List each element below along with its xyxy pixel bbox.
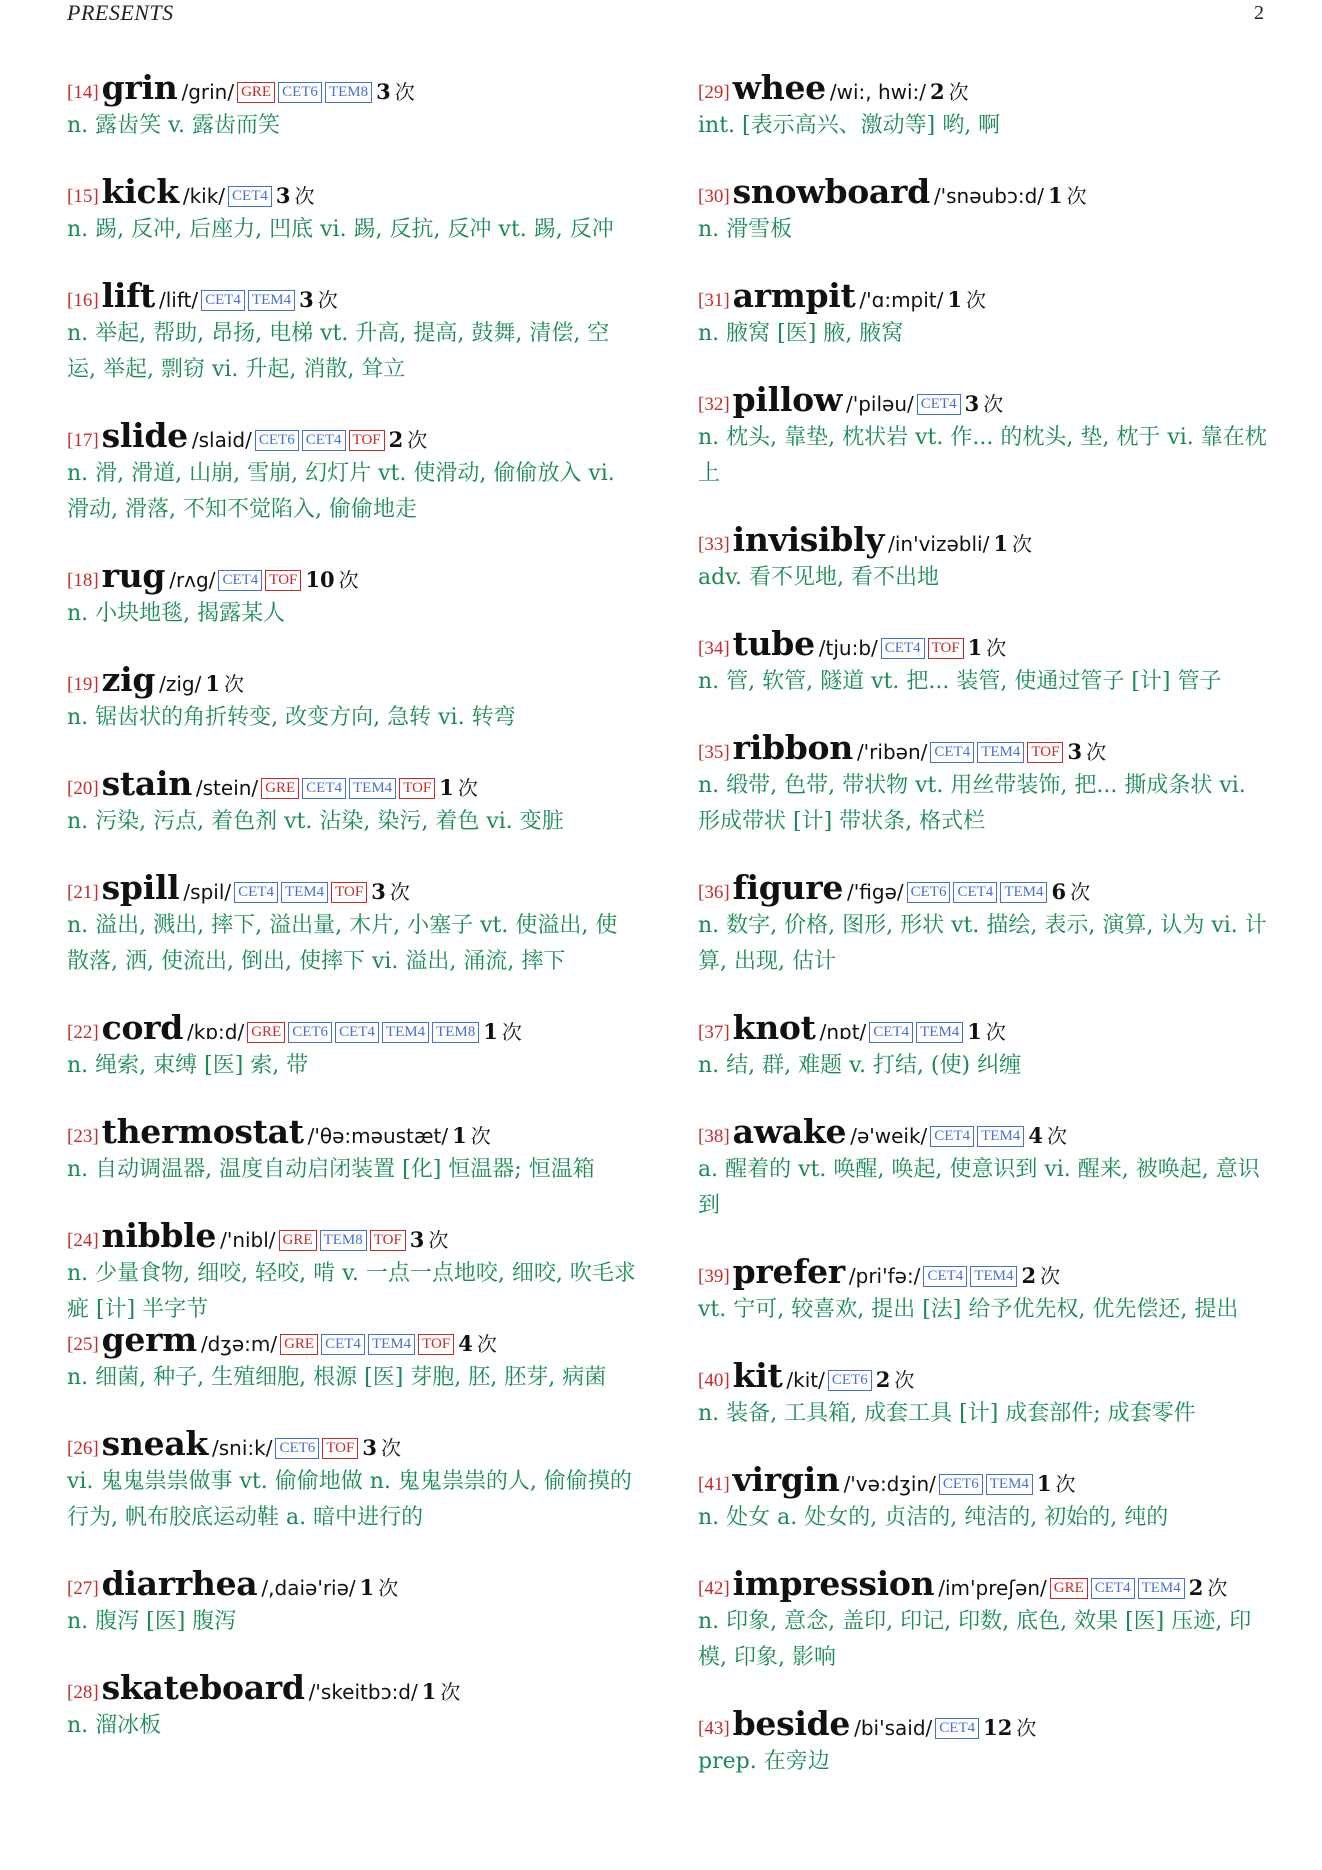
vocab-entry [698,870,1268,980]
headword: kick [101,172,179,211]
definition: n. 枕头, 靠垫, 枕状岩 vt. 作... 的枕头, 垫, 枕于 vi. 靠在枕上 [698,425,1267,486]
phonetic: /stein/ [195,776,259,800]
headword: zig [101,660,156,699]
headword: tube [732,624,815,663]
vocab-entry [698,278,1268,352]
vocab-entry [67,70,637,144]
occurrence-unit: 次 [223,672,244,696]
exam-tag-cet4: CET4 [953,882,997,903]
entry-headline [67,1218,637,1254]
entry-headline [698,1706,1268,1742]
phonetic: /'piləu/ [845,392,914,416]
phonetic: /wi:, hwi:/ [829,80,927,104]
entry-number: [35] [698,742,730,763]
entry-number: [40] [698,1370,730,1391]
headword: skateboard [101,1668,305,1707]
exam-tag-cet6: CET6 [275,1438,319,1459]
occurrence-unit: 次 [1086,740,1107,764]
vocab-entry [698,522,1268,596]
headword: prefer [732,1252,845,1291]
phonetic: /kɒ:d/ [187,1020,245,1044]
entry-headline [67,558,637,594]
vocab-entry [698,70,1268,144]
exam-tag-cet4: CET4 [302,430,346,451]
vocab-entry [67,418,637,528]
occurrence-unit: 次 [294,184,315,208]
headword: nibble [101,1216,217,1255]
occurrence-count: 1 [483,1019,498,1044]
entry-headline [67,766,637,802]
exam-tag-tof: TOF [1027,742,1063,763]
occurrence-unit: 次 [317,288,338,312]
occurrence-count: 4 [458,1331,473,1356]
vocab-entry [67,558,637,632]
phonetic: /grin/ [181,80,235,104]
definition: n. 装备, 工具箱, 成套工具 [计] 成套部件; 成套零件 [698,1401,1196,1426]
entry-number: [39] [698,1266,730,1287]
occurrence-unit: 次 [983,392,1004,416]
occurrence-count: 1 [359,1575,375,1600]
entry-number: [43] [698,1718,730,1739]
phonetic: /bi'said/ [854,1716,933,1740]
entry-number: [15] [67,186,99,207]
occurrence-count: 4 [1028,1123,1043,1148]
headword: pillow [732,380,842,419]
exam-tag-tem4: TEM4 [986,1474,1033,1495]
definition: n. 腹泻 [医] 腹泻 [67,1609,237,1634]
headword: thermostat [101,1112,304,1151]
occurrence-unit: 次 [894,1368,915,1392]
definition: adv. 看不见地, 看不出地 [698,565,939,590]
occurrence-unit: 次 [1046,1124,1067,1148]
phonetic: /rʌg/ [169,568,216,592]
entry-number: [38] [698,1126,730,1147]
headword: slide [101,416,188,455]
occurrence-unit: 次 [1066,184,1087,208]
occurrence-unit: 次 [476,1332,497,1356]
vocab-entry [698,1358,1268,1432]
vocab-entry [67,1114,637,1188]
occurrence-unit: 次 [380,1436,401,1460]
phonetic: /in'vizəbli/ [888,532,990,556]
entry-number: [29] [698,82,730,103]
definition: n. 污染, 污点, 着色剂 vt. 沾染, 染污, 着色 vi. 变脏 [67,809,564,834]
occurrence-unit: 次 [501,1020,522,1044]
headword: whee [732,68,826,107]
exam-tag-tof: TOF [265,570,301,591]
entry-number: [24] [67,1230,99,1251]
occurrence-count: 10 [305,567,335,592]
occurrence-unit: 次 [986,636,1007,660]
exam-tag-cet4: CET4 [228,186,272,207]
exam-tag-tof: TOF [928,638,964,659]
phonetic: /im'preʃən/ [938,1576,1047,1600]
entry-number: [19] [67,674,99,695]
entry-headline [67,174,637,210]
entry-headline [698,70,1268,106]
vocab-entry [67,662,637,736]
definition: vt. 宁可, 较喜欢, 提出 [法] 给予优先权, 优先偿还, 提出 [698,1297,1239,1322]
vocab-entry [698,1010,1268,1084]
phonetic: /'ribən/ [856,740,928,764]
definition: int. [表示高兴、激动等] 哟, 啊 [698,113,1001,138]
vocab-entry [698,1566,1268,1676]
occurrence-count: 1 [993,531,1008,556]
occurrence-unit: 次 [966,288,987,312]
definition: vi. 鬼鬼祟祟做事 vt. 偷偷地做 n. 鬼鬼祟祟的人, 偷偷摸的行为, 帆布胶底运动鞋 a. 暗中进行的 [67,1469,632,1530]
entry-number: [34] [698,638,730,659]
phonetic: /kik/ [182,184,226,208]
exam-tag-cet4: CET4 [321,1334,365,1355]
occurrence-unit: 次 [389,880,410,904]
definition: n. 踢, 反冲, 后座力, 凹底 vi. 踢, 反抗, 反冲 vt. 踢, 反冲 [67,217,614,242]
entry-headline [67,418,637,454]
entry-headline [67,70,637,106]
occurrence-count: 2 [1021,1263,1037,1288]
page-number: 2 [1254,2,1264,24]
exam-tag-tem4: TEM4 [349,778,396,799]
occurrence-count: 3 [371,879,386,904]
exam-tag-cet6: CET6 [907,882,951,903]
exam-tag-cet4: CET4 [1091,1578,1135,1599]
headword: beside [732,1704,851,1743]
exam-tag-cet6: CET6 [255,430,299,451]
exam-tag-cet4: CET4 [335,1022,379,1043]
exam-tag-tof: TOF [399,778,435,799]
occurrence-unit: 次 [1055,1472,1076,1496]
exam-tag-tem4: TEM4 [248,290,295,311]
entry-headline [698,278,1268,314]
entry-headline [67,1114,637,1150]
phonetic: /'skeitbɔ:d/ [308,1680,418,1704]
occurrence-count: 2 [875,1367,891,1392]
entry-number: [27] [67,1578,99,1599]
occurrence-count: 1 [947,287,963,312]
entry-number: [21] [67,882,99,903]
definition: n. 滑雪板 [698,217,793,242]
phonetic: /'ɑ:mpit/ [859,288,944,312]
definition: a. 醒着的 vt. 唤醒, 唤起, 使意识到 vi. 醒来, 被唤起, 意识到 [698,1157,1260,1218]
occurrence-count: 1 [1048,183,1063,208]
exam-tag-tof: TOF [349,430,385,451]
headword: kit [732,1356,783,1395]
entry-number: [17] [67,430,99,451]
exam-tag-tem4: TEM4 [382,1022,429,1043]
occurrence-count: 2 [388,427,404,452]
vocab-entry [698,730,1268,840]
exam-tag-cet6: CET6 [828,1370,872,1391]
exam-tag-cet4: CET4 [881,638,925,659]
headword: snowboard [732,172,930,211]
headword: diarrhea [101,1564,258,1603]
definition: n. 腋窝 [医] 腋, 腋窝 [698,321,904,346]
occurrence-count: 2 [1188,1575,1204,1600]
headword: impression [732,1564,935,1603]
definition: n. 锯齿状的角折转变, 改变方向, 急转 vi. 转弯 [67,705,516,730]
entry-headline [698,1462,1268,1498]
headword: cord [101,1008,184,1047]
vocab-entry [67,1218,637,1328]
phonetic: /,daiə'riə/ [261,1576,356,1600]
definition: n. 自动调温器, 温度自动启闭装置 [化] 恒温器; 恒温箱 [67,1157,595,1182]
entry-headline [67,1010,637,1046]
entry-headline [698,730,1268,766]
entry-headline [698,870,1268,906]
vocab-entry [698,1114,1268,1224]
vocab-entry [67,1566,637,1640]
occurrence-count: 3 [409,1227,425,1252]
definition: prep. 在旁边 [698,1749,830,1774]
phonetic: /'və:dʒin/ [843,1472,936,1496]
occurrence-count: 1 [452,1123,467,1148]
occurrence-unit: 次 [457,776,478,800]
exam-tag-tem4: TEM4 [916,1022,963,1043]
entry-number: [36] [698,882,730,903]
exam-tag-tof: TOF [331,882,367,903]
header-title: PRESENTS [67,0,174,25]
entry-headline [67,1566,637,1602]
occurrence-unit: 次 [470,1124,491,1148]
entry-number: [23] [67,1126,99,1147]
exam-tag-cet6: CET6 [278,82,322,103]
entry-number: [41] [698,1474,730,1495]
occurrence-unit: 次 [428,1228,449,1252]
phonetic: /dʒə:m/ [200,1332,278,1356]
exam-tag-cet4: CET4 [302,778,346,799]
phonetic: /tju:b/ [818,636,878,660]
occurrence-count: 3 [275,183,291,208]
occurrence-unit: 次 [338,568,359,592]
phonetic: /kit/ [786,1368,825,1392]
occurrence-unit: 次 [1070,880,1091,904]
entry-number: [18] [67,570,99,591]
exam-tag-tof: TOF [322,1438,358,1459]
vocab-entry [698,626,1268,700]
headword: lift [101,276,155,315]
entry-headline [698,522,1268,558]
definition: n. 溜冰板 [67,1713,162,1738]
exam-tag-tem4: TEM4 [281,882,328,903]
headword: grin [101,68,178,107]
exam-tag-tem4: TEM4 [1138,1578,1185,1599]
entry-number: [25] [67,1334,99,1355]
exam-tag-cet4: CET4 [930,1126,974,1147]
definition: n. 结, 群, 难题 v. 打结, (使) 纠缠 [698,1053,1022,1078]
exam-tag-cet4: CET4 [923,1266,967,1287]
occurrence-count: 1 [967,1019,982,1044]
occurrence-count: 1 [967,635,983,660]
exam-tag-cet6: CET6 [288,1022,332,1043]
occurrence-unit: 次 [1011,532,1032,556]
entry-headline [698,382,1268,418]
occurrence-count: 3 [299,287,314,312]
entry-headline [698,1358,1268,1394]
vocab-entry [67,1670,637,1744]
vocab-entry [67,1322,637,1396]
vocab-entry [67,174,637,248]
occurrence-unit: 次 [440,1680,461,1704]
vocab-entry [698,1706,1268,1780]
phonetic: /ə'weik/ [850,1124,928,1148]
exam-tag-cet4: CET4 [930,742,974,763]
exam-tag-gre: GRE [247,1022,285,1043]
phonetic: /'θə:məustæt/ [307,1124,449,1148]
vocab-entry [67,766,637,840]
phonetic: /lift/ [158,288,199,312]
entry-headline [67,1322,637,1358]
exam-tag-cet6: CET6 [939,1474,983,1495]
definition: n. 小块地毯, 揭露某人 [67,601,286,626]
entry-number: [14] [67,82,99,103]
exam-tag-gre: GRE [237,82,275,103]
entry-headline [67,278,637,314]
entry-headline [67,1426,637,1462]
exam-tag-tem4: TEM4 [977,742,1024,763]
exam-tag-gre: GRE [1050,1578,1088,1599]
occurrence-unit: 次 [1207,1576,1228,1600]
exam-tag-cet4: CET4 [917,394,961,415]
entry-headline [698,1114,1268,1150]
phonetic: /'figə/ [847,880,904,904]
occurrence-count: 1 [205,671,220,696]
vocab-entry [67,278,637,388]
headword: sneak [101,1424,208,1463]
headword: ribbon [732,728,853,767]
definition: n. 缎带, 色带, 带状物 vt. 用丝带装饰, 把... 撕成条状 vi. 形成带状 [计] 带状条, 格式栏 [698,773,1246,834]
exam-tag-cet4: CET4 [218,570,262,591]
phonetic: /spil/ [183,880,232,904]
exam-tag-cet4: CET4 [869,1022,913,1043]
definition: n. 溢出, 溅出, 摔下, 溢出量, 木片, 小塞子 vt. 使溢出, 使散落, 洒, 使流出, 倒出, 使摔下 vi. 溢出, 涌流, 摔下 [67,913,618,974]
definition: n. 露齿笑 v. 露齿而笑 [67,113,280,138]
exam-tag-tof: TOF [418,1334,454,1355]
vocab-entry [698,1254,1268,1328]
phonetic: /slaid/ [191,428,252,452]
headword: awake [732,1112,847,1151]
exam-tag-cet4: CET4 [935,1718,979,1739]
definition: n. 管, 软管, 隧道 vt. 把... 装管, 使通过管子 [计] 管子 [698,669,1222,694]
phonetic: /zig/ [159,672,202,696]
headword: armpit [732,276,856,315]
headword: figure [732,868,844,907]
occurrence-count: 3 [964,391,980,416]
entry-number: [31] [698,290,730,311]
occurrence-unit: 次 [1040,1264,1061,1288]
entry-headline [67,870,637,906]
phonetic: /pri'fə:/ [848,1264,921,1288]
exam-tag-tem4: TEM4 [368,1334,415,1355]
exam-tag-cet4: CET4 [234,882,278,903]
vocab-entry [698,1462,1268,1536]
entry-number: [30] [698,186,730,207]
definition: n. 少量食物, 细咬, 轻咬, 啃 v. 一点一点地咬, 细咬, 吹毛求疵 [计] 半字节 [67,1261,636,1322]
exam-tag-tof: TOF [370,1230,406,1251]
entry-headline [698,1010,1268,1046]
occurrence-unit: 次 [378,1576,399,1600]
phonetic: /nɒt/ [819,1020,867,1044]
exam-tag-tem4: TEM4 [970,1266,1017,1287]
vocab-entry [67,1010,637,1084]
occurrence-unit: 次 [407,428,428,452]
entry-number: [33] [698,534,730,555]
entry-headline [698,174,1268,210]
entry-headline [67,1670,637,1706]
occurrence-count: 2 [930,79,945,104]
occurrence-count: 12 [983,1715,1013,1740]
occurrence-count: 1 [421,1679,437,1704]
occurrence-count: 3 [1067,739,1083,764]
definition: n. 细菌, 种子, 生殖细胞, 根源 [医] 芽胞, 胚, 胚芽, 病菌 [67,1365,607,1390]
exam-tag-gre: GRE [279,1230,317,1251]
entry-number: [22] [67,1022,99,1043]
entry-headline [67,662,637,698]
occurrence-unit: 次 [948,80,969,104]
phonetic: /sni:k/ [211,1436,273,1460]
exam-tag-tem4: TEM4 [1000,882,1047,903]
definition: n. 滑, 滑道, 山崩, 雪崩, 幻灯片 vt. 使滑动, 偷偷放入 vi. 滑动, 滑落, 不知不觉陷入, 偷偷地走 [67,461,615,522]
exam-tag-tem8: TEM8 [432,1022,479,1043]
entry-number: [42] [698,1578,730,1599]
occurrence-count: 1 [1036,1471,1052,1496]
headword: invisibly [732,520,885,559]
headword: knot [732,1008,816,1047]
definition: n. 绳索, 束缚 [医] 索, 带 [67,1053,309,1078]
headword: stain [101,764,192,803]
phonetic: /'snəubɔ:d/ [933,184,1045,208]
vocab-entry [698,382,1268,492]
exam-tag-tem4: TEM4 [977,1126,1024,1147]
occurrence-count: 1 [439,775,454,800]
headword: rug [101,556,166,595]
entry-number: [32] [698,394,730,415]
vocab-entry [67,1426,637,1536]
definition: n. 处女 a. 处女的, 贞洁的, 纯洁的, 初始的, 纯的 [698,1505,1169,1530]
entry-number: [16] [67,290,99,311]
occurrence-unit: 次 [1016,1716,1037,1740]
exam-tag-cet4: CET4 [201,290,245,311]
occurrence-count: 3 [362,1435,377,1460]
entry-number: [28] [67,1682,99,1703]
occurrence-unit: 次 [394,80,415,104]
entry-number: [20] [67,778,99,799]
occurrence-count: 3 [376,79,391,104]
exam-tag-gre: GRE [280,1334,318,1355]
exam-tag-tem8: TEM8 [325,82,372,103]
exam-tag-tem8: TEM8 [320,1230,367,1251]
phonetic: /'nibl/ [220,1228,276,1252]
entry-number: [26] [67,1438,99,1459]
occurrence-unit: 次 [985,1020,1006,1044]
exam-tag-gre: GRE [261,778,299,799]
entry-headline [698,626,1268,662]
occurrence-count: 6 [1051,879,1067,904]
definition: n. 印象, 意念, 盖印, 印记, 印数, 底色, 效果 [医] 压迹, 印模, 印象, 影响 [698,1609,1252,1670]
definition: n. 数字, 价格, 图形, 形状 vt. 描绘, 表示, 演算, 认为 vi. 计算, 出现, 估计 [698,913,1267,974]
definition: n. 举起, 帮助, 昂扬, 电梯 vt. 升高, 提高, 鼓舞, 清偿, 空运, 举起, 剽窃 vi. 升起, 消散, 耸立 [67,321,610,382]
entry-headline [698,1566,1268,1602]
entry-headline [698,1254,1268,1290]
headword: germ [101,1320,197,1359]
vocab-entry [67,870,637,980]
vocab-entry [698,174,1268,248]
entry-number: [37] [698,1022,730,1043]
headword: virgin [732,1460,840,1499]
headword: spill [101,868,180,907]
